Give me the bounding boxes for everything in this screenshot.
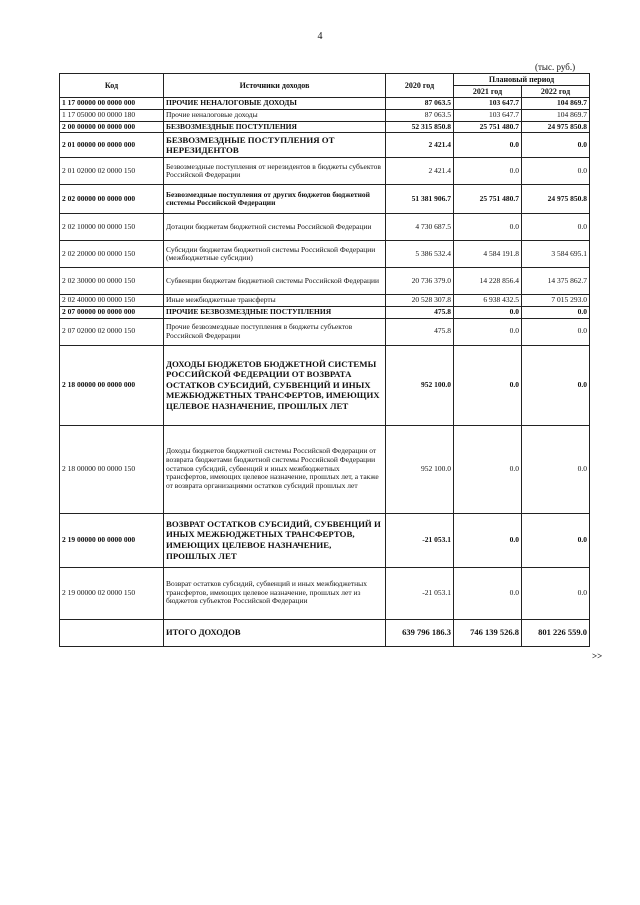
row-name: Иные межбюджетные трансферты	[164, 295, 386, 307]
row-value-2022: 0.0	[522, 306, 590, 318]
row-value-2021: 0.0	[454, 318, 522, 345]
table-row	[60, 158, 590, 185]
table-row	[60, 110, 590, 122]
row-name: Субвенции бюджетам бюджетной системы Российской Федерации	[164, 268, 386, 295]
row-value-2022: 7 015 293.0	[522, 295, 590, 307]
row-value-2022: 0.0	[522, 318, 590, 345]
row-value-2021: 0.0	[454, 306, 522, 318]
row-value-2021: 25 751 480.7	[454, 185, 522, 214]
table-row	[60, 513, 590, 567]
header-planned-period: Плановый период	[454, 74, 590, 86]
row-name: Дотации бюджетам бюджетной системы Российской Федерации	[164, 214, 386, 241]
row-value-2022: 24 975 850.8	[522, 121, 590, 133]
table-row	[60, 318, 590, 345]
row-value-2021: 103 647.7	[454, 110, 522, 122]
table-row	[60, 425, 590, 513]
header-2020: 2020 год	[386, 74, 454, 98]
header-2022: 2022 год	[522, 86, 590, 98]
row-code: 2 00 00000 00 0000 000	[60, 121, 164, 133]
total-value-2021: 746 139 526.8	[454, 619, 522, 646]
row-value-2022: 0.0	[522, 345, 590, 425]
table-row	[60, 295, 590, 307]
row-value-2021: 25 751 480.7	[454, 121, 522, 133]
total-row	[60, 619, 590, 646]
row-code: 2 02 30000 00 0000 150	[60, 268, 164, 295]
row-code: 2 02 20000 00 0000 150	[60, 241, 164, 268]
unit-label: (тыс. руб.)	[535, 62, 576, 72]
row-value-2022: 24 975 850.8	[522, 185, 590, 214]
row-value-2020: 20 528 307.8	[386, 295, 454, 307]
table-row	[60, 98, 590, 110]
row-code: 2 07 00000 00 0000 000	[60, 306, 164, 318]
row-code: 2 07 02000 02 0000 150	[60, 318, 164, 345]
row-value-2020: 52 315 850.8	[386, 121, 454, 133]
table-row	[60, 214, 590, 241]
row-code: 1 17 00000 00 0000 000	[60, 98, 164, 110]
total-value-2022: 801 226 559.0	[522, 619, 590, 646]
row-value-2021: 14 228 856.4	[454, 268, 522, 295]
row-code: 1 17 05000 00 0000 180	[60, 110, 164, 122]
total-value-2020: 639 796 186.3	[386, 619, 454, 646]
row-value-2021: 6 938 432.5	[454, 295, 522, 307]
table-row	[60, 567, 590, 619]
row-value-2020: -21 053.1	[386, 513, 454, 567]
header-source: Источники доходов	[164, 74, 386, 98]
row-value-2021: 0.0	[454, 214, 522, 241]
row-value-2022: 104 869.7	[522, 98, 590, 110]
row-value-2020: 20 736 379.0	[386, 268, 454, 295]
row-code: 2 19 00000 02 0000 150	[60, 567, 164, 619]
row-value-2020: 952 100.0	[386, 345, 454, 425]
row-value-2020: -21 053.1	[386, 567, 454, 619]
total-label: ИТОГО ДОХОДОВ	[164, 619, 386, 646]
row-name: Безвозмездные поступления от нерезидентов в бюджеты субъектов Российской Федерации	[164, 158, 386, 185]
row-name: Прочие неналоговые доходы	[164, 110, 386, 122]
row-value-2022: 3 584 695.1	[522, 241, 590, 268]
row-value-2022: 0.0	[522, 567, 590, 619]
row-value-2021: 0.0	[454, 513, 522, 567]
row-value-2020: 475.8	[386, 318, 454, 345]
row-name: БЕЗВОЗМЕЗДНЫЕ ПОСТУПЛЕНИЯ ОТ НЕРЕЗИДЕНТОВ	[164, 133, 386, 158]
row-code: 2 19 00000 00 0000 000	[60, 513, 164, 567]
row-name: Безвозмездные поступления от других бюджетов бюджетной системы Российской Федерации	[164, 185, 386, 214]
row-name: Возврат остатков субсидий, субвенций и иных межбюджетных трансфертов, имеющих целевое назначение, прошлых лет из бюджетов субъектов Российской Федерации	[164, 567, 386, 619]
row-name: ВОЗВРАТ ОСТАТКОВ СУБСИДИЙ, СУБВЕНЦИЙ И ИНЫХ МЕЖБЮДЖЕТНЫХ ТРАНСФЕРТОВ, ИМЕЮЩИХ ЦЕЛЕВОЕ НАЗНАЧЕНИЕ, ПРОШЛЫХ ЛЕТ	[164, 513, 386, 567]
row-code: 2 01 02000 02 0000 150	[60, 158, 164, 185]
row-name: ПРОЧИЕ НЕНАЛОГОВЫЕ ДОХОДЫ	[164, 98, 386, 110]
row-value-2021: 103 647.7	[454, 98, 522, 110]
row-value-2020: 87 063.5	[386, 110, 454, 122]
row-value-2022: 14 375 862.7	[522, 268, 590, 295]
row-name: БЕЗВОЗМЕЗДНЫЕ ПОСТУПЛЕНИЯ	[164, 121, 386, 133]
row-name: Субсидии бюджетам бюджетной системы Российской Федерации (межбюджетные субсидии)	[164, 241, 386, 268]
table-row	[60, 306, 590, 318]
header-2021: 2021 год	[454, 86, 522, 98]
table-row	[60, 133, 590, 158]
row-value-2021: 0.0	[454, 345, 522, 425]
row-value-2021: 4 584 191.8	[454, 241, 522, 268]
row-value-2020: 2 421.4	[386, 133, 454, 158]
row-value-2020: 87 063.5	[386, 98, 454, 110]
table-row	[60, 241, 590, 268]
row-value-2022: 0.0	[522, 133, 590, 158]
row-value-2022: 0.0	[522, 513, 590, 567]
total-code	[60, 619, 164, 646]
row-code: 2 02 00000 00 0000 000	[60, 185, 164, 214]
revenue-table	[59, 73, 590, 647]
page-number: 4	[317, 31, 323, 42]
row-value-2021: 0.0	[454, 158, 522, 185]
row-name: ПРОЧИЕ БЕЗВОЗМЕЗДНЫЕ ПОСТУПЛЕНИЯ	[164, 306, 386, 318]
row-code: 2 18 00000 00 0000 150	[60, 425, 164, 513]
row-value-2022: 0.0	[522, 158, 590, 185]
row-value-2020: 475.8	[386, 306, 454, 318]
continuation-mark: >>	[592, 651, 603, 661]
row-value-2021: 0.0	[454, 425, 522, 513]
row-value-2020: 5 386 532.4	[386, 241, 454, 268]
row-value-2022: 104 869.7	[522, 110, 590, 122]
row-value-2022: 0.0	[522, 214, 590, 241]
header-code: Код	[60, 74, 164, 98]
row-code: 2 01 00000 00 0000 000	[60, 133, 164, 158]
row-value-2020: 2 421.4	[386, 158, 454, 185]
row-value-2021: 0.0	[454, 567, 522, 619]
table-row	[60, 345, 590, 425]
row-name: Доходы бюджетов бюджетной системы Российской Федерации от возврата бюджетами бюджетной системы Российской Федерации остатков субсидий, субвенций и иных межбюджетных трансфертов, имеющих целевое назначение, прошлых лет, а также от возврата организациями остатков субсидий прошлых лет	[164, 425, 386, 513]
row-value-2020: 51 381 906.7	[386, 185, 454, 214]
row-name: ДОХОДЫ БЮДЖЕТОВ БЮДЖЕТНОЙ СИСТЕМЫ РОССИЙСКОЙ ФЕДЕРАЦИИ ОТ ВОЗВРАТА ОСТАТКОВ СУБСИДИЙ, СУБВЕНЦИЙ И ИНЫХ МЕЖБЮДЖЕТНЫХ ТРАНСФЕРТОВ, ИМЕЮЩИХ ЦЕЛЕВОЕ НАЗНАЧЕНИЕ, ПРОШЛЫХ ЛЕТ	[164, 345, 386, 425]
row-value-2021: 0.0	[454, 133, 522, 158]
row-code: 2 18 00000 00 0000 000	[60, 345, 164, 425]
row-name: Прочие безвозмездные поступления в бюджеты субъектов Российской Федерации	[164, 318, 386, 345]
row-value-2020: 4 730 687.5	[386, 214, 454, 241]
row-code: 2 02 10000 00 0000 150	[60, 214, 164, 241]
table-row	[60, 268, 590, 295]
row-code: 2 02 40000 00 0000 150	[60, 295, 164, 307]
row-value-2022: 0.0	[522, 425, 590, 513]
row-value-2020: 952 100.0	[386, 425, 454, 513]
table-row	[60, 121, 590, 133]
table-row	[60, 185, 590, 214]
